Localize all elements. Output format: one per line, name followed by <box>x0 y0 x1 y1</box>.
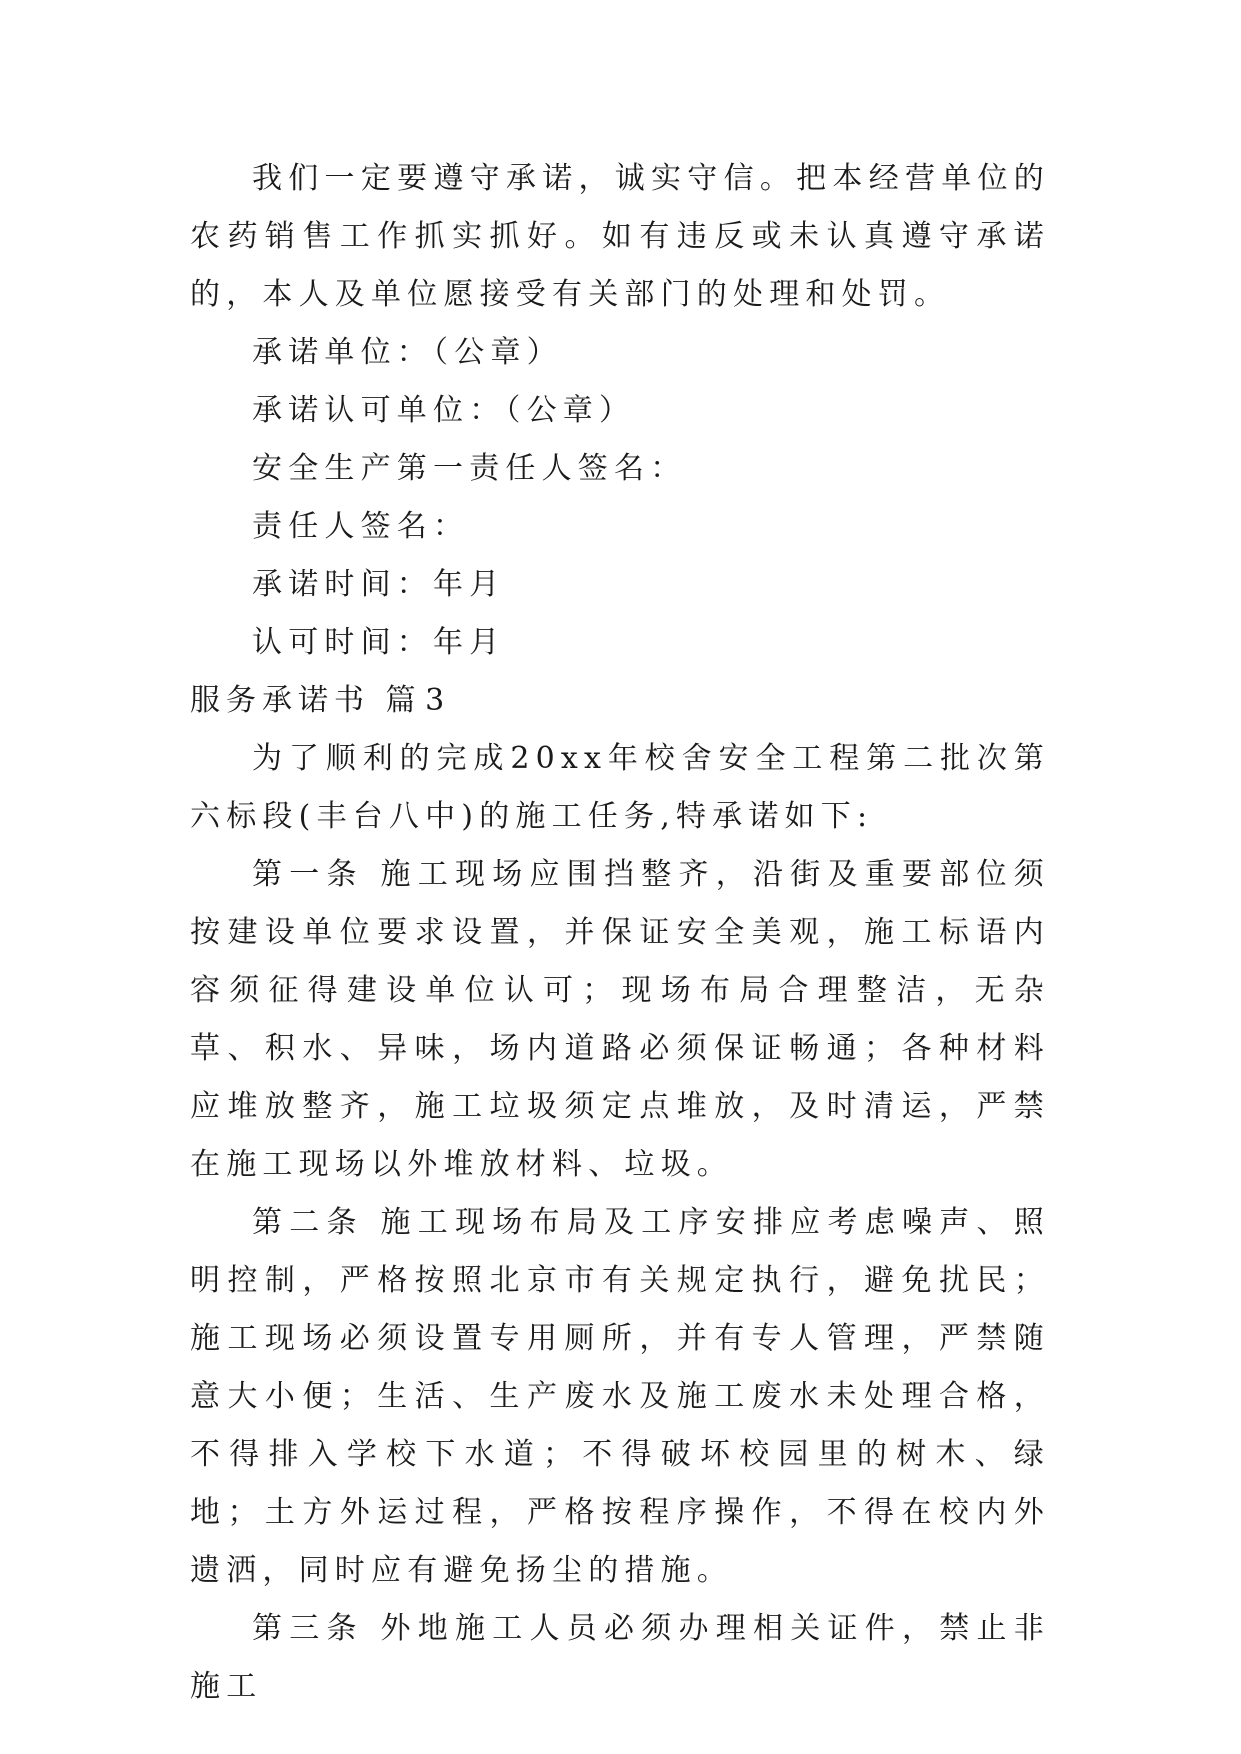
signature-line-responsible-person: 责任人签名： <box>252 509 470 544</box>
section-intro: 为了顺利的完成20xx年校舍安全工程第二批次第六标段(丰台八中)的施工任务,特承诺如下: <box>190 741 1050 834</box>
signature-line-safety-officer: 安全生产第一责任人签名： <box>252 451 687 486</box>
signature-line-approval-date: 认可时间：年月 <box>252 625 506 660</box>
section-heading <box>190 672 1050 730</box>
signature-line-approving-unit: 承诺认可单位：（公章） <box>252 393 636 428</box>
closing-paragraph: 我们一定要遵守承诺，诚实守信。把本经营单位的农药销售工作抓实抓好。如有违反或未认真遵守承诺的，本人及单位愿接受有关部门的处理和处罚。 <box>190 161 1050 312</box>
section-part-label: 篇 3 <box>385 683 445 718</box>
article-2: 第二条 施工现场布局及工序安排应考虑噪声、照明控制，严格按照北京市有关规定执行，避免扰民；施工现场必须设置专用厕所，并有专人管理，严禁随意大小便；生活、生产废水及施工废水未处理合格，不得排入学校下水道；不得破坏校园里的树木、绿地；土方外运过程，严格按程序操作，不得在校内外遗洒，同时应有避免扬尘的措施。 <box>190 1205 1050 1588</box>
article-3: 第三条 外地施工人员必须办理相关证件，禁止非施工 <box>190 1611 1050 1704</box>
signature-line-unit: 承诺单位：（公章） <box>252 335 563 370</box>
article-1: 第一条 施工现场应围挡整齐，沿街及重要部位须按建设单位要求设置，并保证安全美观，施工标语内容须征得建设单位认可；现场布局合理整洁，无杂草、积水、异味，场内道路必须保证畅通；各种材料应堆放整齐，施工垃圾须定点堆放，及时清运，严禁在施工现场以外堆放材料、垃圾。 <box>190 857 1050 1182</box>
section-title: 服务承诺书 <box>190 683 370 718</box>
signature-block <box>190 324 1050 672</box>
signature-line-commit-date: 承诺时间：年月 <box>252 567 506 602</box>
document-page <box>190 150 1050 1716</box>
